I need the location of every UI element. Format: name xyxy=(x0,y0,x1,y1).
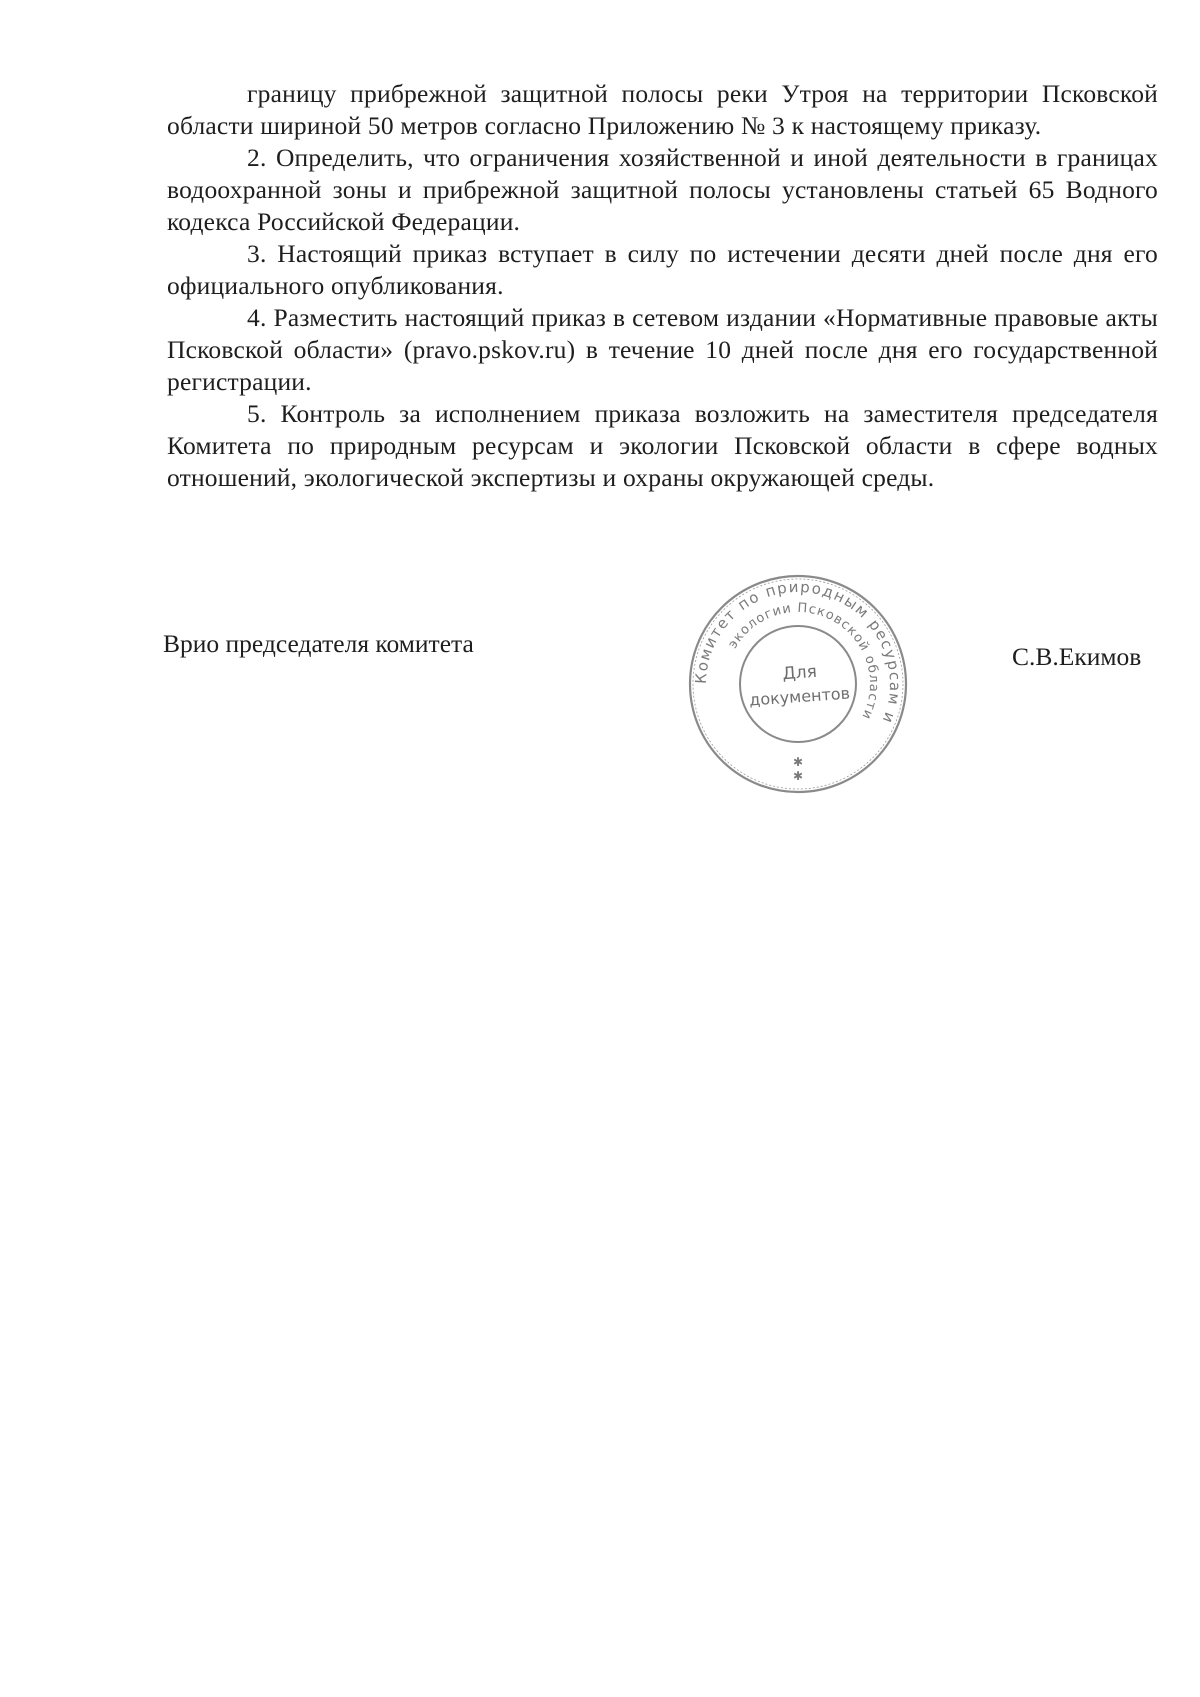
seal-star-icon: ✱ xyxy=(792,755,804,769)
paragraph-item-4: 4. Разместить настоящий приказ в сетевом издании «Нормативные правовые акты Псковской области» (pravo.pskov.ru) в течение 10 дней после дня его государственной регистрации. xyxy=(167,303,1158,396)
signature-title: Врио председателя комитета xyxy=(163,629,474,658)
paragraph-item-5: 5. Контроль за исполнением приказа возложить на заместителя председателя Комитета по природным ресурсам и экологии Псковской области в сфере водных отношений, экологической экспертизы и охраны окружающей среды. xyxy=(167,399,1158,492)
paragraph-continuation: границу прибрежной защитной полосы реки Утроя на территории Псковской области шириной 50 метров согласно Приложению № 3 к настоящему приказу. xyxy=(167,79,1158,140)
seal-inner-text: экологии Псковской области xyxy=(725,600,882,723)
document-body xyxy=(167,78,1158,494)
seal-outer-text: Комитет по природным ресурсам и xyxy=(691,577,905,727)
paragraph-item-2: 2. Определить, что ограничения хозяйственной и иной деятельности в границах водоохранной зоны и прибрежной защитной полосы установлены статьей 65 Водного кодекса Российской Федерации. xyxy=(167,143,1158,236)
paragraph-item-3: 3. Настоящий приказ вступает в силу по истечении десяти дней после дня его официального опубликования. xyxy=(167,239,1158,300)
signatory-name: С.В.Екимов xyxy=(1012,642,1142,671)
seal-center-line-2: документов xyxy=(748,683,851,710)
seal-star-icon-2: ✱ xyxy=(792,769,804,783)
official-seal xyxy=(682,568,914,800)
seal-center-line-1: Для xyxy=(781,661,818,685)
